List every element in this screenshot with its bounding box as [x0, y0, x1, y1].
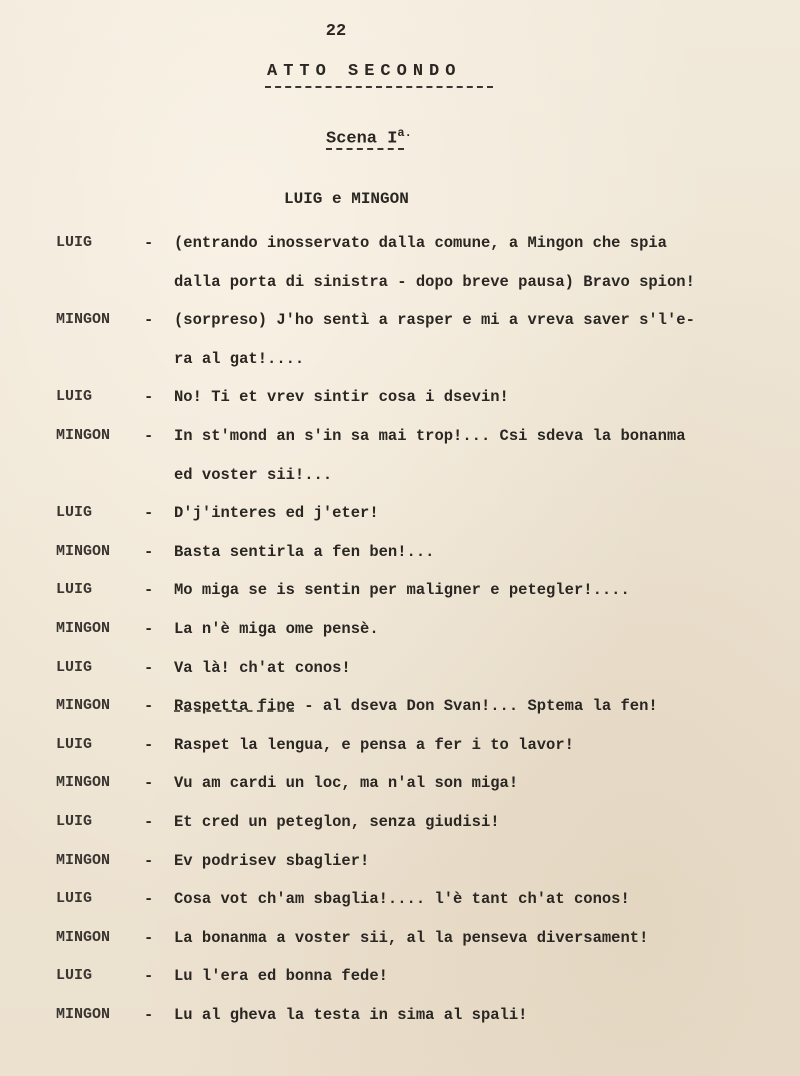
dialogue-text: Va là! ch'at conos! — [174, 658, 351, 677]
dialogue-line — [0, 809, 800, 848]
speaker-dash: - — [144, 581, 154, 600]
dialogue-line — [0, 732, 800, 771]
dialogue-text: Cosa vot ch'am sbaglia!.... l'è tant ch'at conos! — [174, 890, 630, 909]
dialogue-text: dalla porta di sinistra - dopo breve pausa) Bravo spion! — [174, 272, 695, 291]
speaker-dash: - — [144, 234, 154, 252]
dialogue-line — [0, 500, 800, 539]
dialogue-line — [0, 539, 800, 578]
speaker-name: LUIG — [56, 581, 93, 599]
dialogue-line — [0, 346, 800, 385]
dialogue-line — [0, 963, 800, 1002]
speaker-name: MINGON — [56, 542, 111, 560]
scene-title-underline — [326, 148, 404, 150]
dialogue-text: Lu l'era ed bonna fede! — [174, 967, 388, 986]
speaker-name: MINGON — [56, 311, 111, 329]
dialogue-text: D'j'interes ed j'eter! — [174, 504, 379, 523]
dialogue-text-rest: - al dseva Don Svan!... Sptema la fen! — [294, 697, 658, 716]
speaker-name: LUIG — [56, 388, 93, 406]
dialogue-text: La bonanma a voster sii, al la penseva diversament! — [174, 928, 649, 947]
dialogue-text: Basta sentirla a fen ben!... — [174, 542, 435, 561]
speaker-name: LUIG — [56, 658, 93, 676]
speaker-dash: - — [144, 851, 154, 870]
speaker-name: LUIG — [56, 890, 93, 908]
dialogue-line — [0, 269, 800, 308]
dialogue-line — [0, 925, 800, 964]
speaker-dash: - — [144, 812, 154, 831]
scene-title — [326, 126, 412, 149]
dialogue-text — [174, 697, 658, 715]
dialogue-text: In st'mond an s'in sa mai trop!... Csi sdeva la bonanma — [174, 426, 686, 445]
speaker-name: MINGON — [56, 697, 111, 715]
speaker-dash: - — [144, 1005, 154, 1024]
speaker-name: LUIG — [56, 735, 93, 753]
speaker-name: MINGON — [56, 851, 111, 869]
dialogue-line — [0, 384, 800, 423]
dialogue-line — [0, 1002, 800, 1041]
speaker-name: MINGON — [56, 774, 111, 792]
speaker-name: MINGON — [56, 619, 111, 637]
speaker-dash: - — [144, 928, 154, 947]
speaker-dash: - — [144, 311, 154, 330]
scene-characters: LUIG e MINGON — [284, 190, 409, 208]
dialogue-text: La n'è miga ome pensè. — [174, 619, 379, 638]
speaker-name: LUIG — [56, 504, 93, 522]
dialogue-text: Raspet la lengua, e pensa a fer i to lavor! — [174, 735, 574, 754]
speaker-name: MINGON — [56, 1005, 111, 1023]
dialogue-line — [0, 655, 800, 694]
dialogue-text: Mo miga se is sentin per maligner e petegler!.... — [174, 581, 630, 600]
speaker-dash: - — [144, 504, 154, 523]
dialogue-line — [0, 423, 800, 462]
speaker-dash: - — [144, 619, 154, 638]
dialogue-line — [0, 770, 800, 809]
speaker-dash: - — [144, 426, 154, 445]
dialogue-line — [0, 462, 800, 501]
speaker-dash: - — [144, 658, 154, 677]
dialogue-line — [0, 616, 800, 655]
dialogue-line — [0, 693, 800, 732]
dialogue-line — [0, 307, 800, 346]
dialogue-block — [0, 230, 800, 1040]
dialogue-text: ra al gat!.... — [174, 349, 305, 368]
speaker-dash: - — [144, 388, 154, 407]
speaker-dash: - — [144, 735, 154, 754]
speaker-name: MINGON — [56, 928, 111, 946]
speaker-dash: - — [144, 774, 154, 793]
dialogue-text: Et cred un peteglon, senza giudisi! — [174, 812, 500, 831]
dialogue-text: Vu am cardi un loc, ma n'al son miga! — [174, 774, 519, 793]
scene-ordinal-sup: a. — [397, 126, 412, 140]
dialogue-text: Ev podrisev sbaglier! — [174, 851, 370, 870]
speaker-dash: - — [144, 967, 154, 986]
act-title: ATTO SECONDO — [267, 62, 462, 81]
dialogue-text: No! Ti et vrev sintir cosa i dsevin! — [174, 388, 509, 407]
speaker-dash: - — [144, 542, 154, 561]
dialogue-text: (sorpreso) J'ho sentì a rasper e mi a vreva saver s'l'e- — [174, 311, 695, 330]
dialogue-line — [0, 886, 800, 925]
dialogue-line — [0, 230, 800, 269]
dialogue-text: ed voster sii!... — [174, 465, 333, 484]
speaker-name: LUIG — [56, 967, 93, 985]
speaker-dash: - — [144, 890, 154, 909]
dialogue-line — [0, 848, 800, 887]
speaker-name: LUIG — [56, 234, 93, 251]
dialogue-line — [0, 577, 800, 616]
scene-label: Scena I — [326, 129, 398, 149]
underlined-phrase: Raspetta fine — [174, 697, 295, 716]
speaker-name: MINGON — [56, 426, 111, 444]
speaker-dash: - — [144, 697, 154, 716]
dialogue-text: Lu al gheva la testa in sima al spali! — [174, 1005, 528, 1024]
page-number: 22 — [325, 22, 347, 41]
act-title-underline — [265, 86, 493, 88]
dialogue-text: (entrando inosservato dalla comune, a Mingon che spia — [174, 234, 667, 252]
speaker-name: LUIG — [56, 812, 93, 830]
